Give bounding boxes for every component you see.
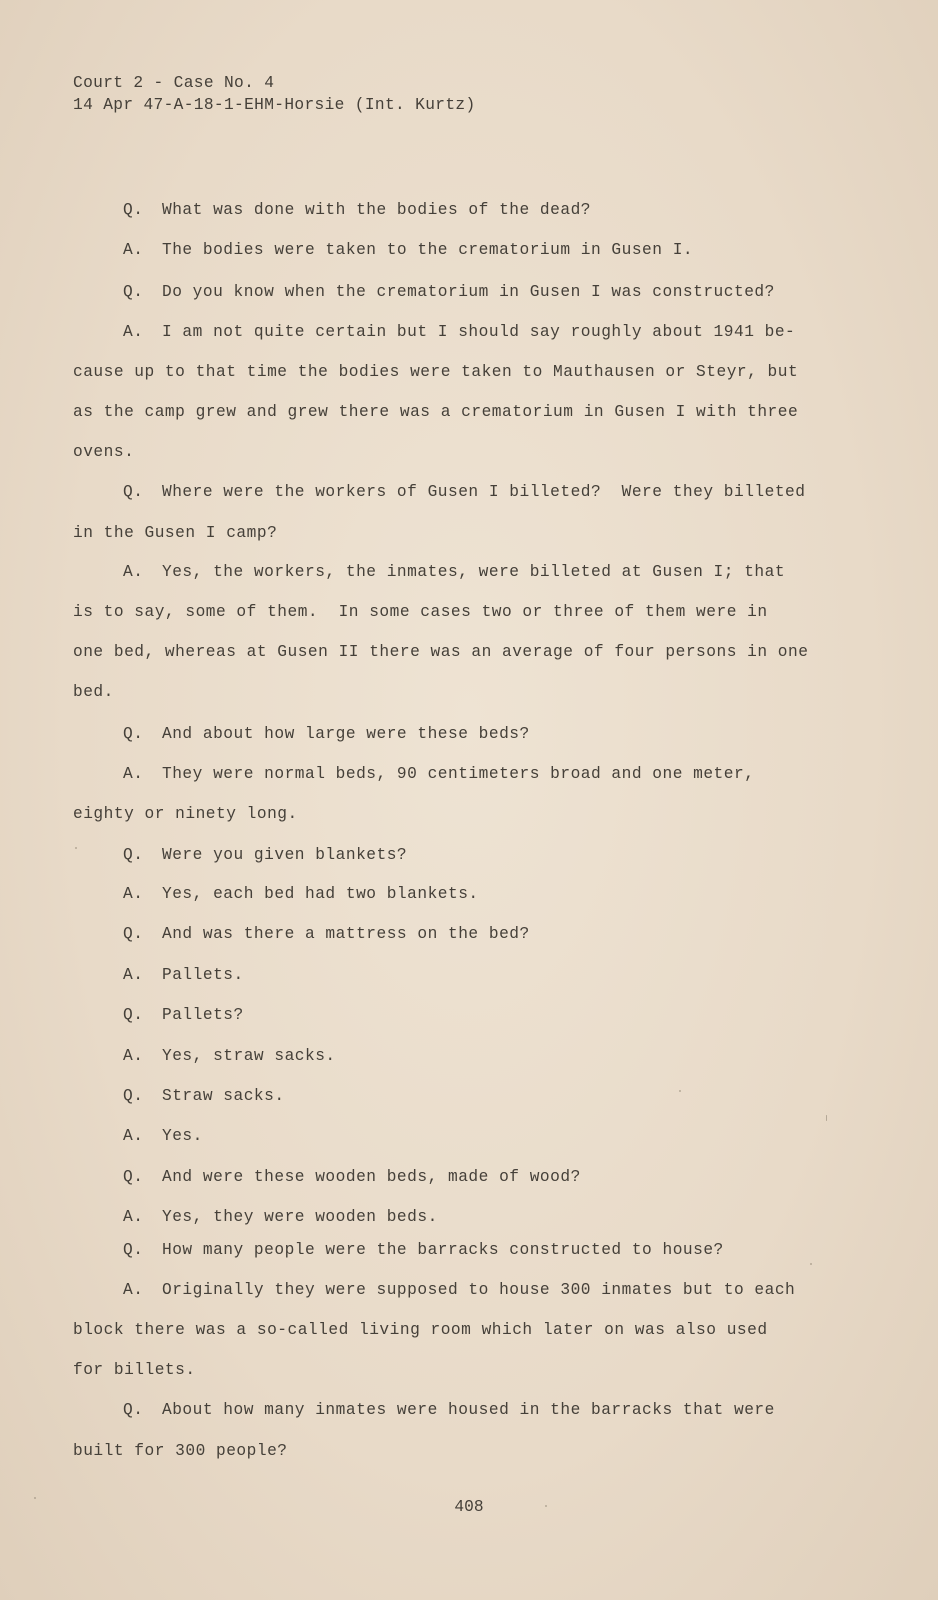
transcript-text: cause up to that time the bodies were taken to Mauthausen or Steyr, but (73, 363, 799, 381)
continuation-line (73, 1360, 196, 1380)
transcript-text: Pallets? (162, 1006, 244, 1024)
speaker-label: Q. (123, 1241, 144, 1259)
speaker-label: Q. (123, 1401, 144, 1419)
speaker-label: A. (123, 966, 144, 984)
transcript-text: is to say, some of them. In some cases two or three of them were in (73, 603, 768, 621)
speaker-label: A. (123, 765, 144, 783)
speaker-label: A. (123, 1047, 144, 1065)
transcript-text: one bed, whereas at Gusen II there was an average of four persons in one (73, 643, 809, 661)
speaker-label: Q. (123, 1006, 144, 1024)
speaker-label: A. (123, 1281, 144, 1299)
speaker-label: Q. (123, 1168, 144, 1186)
transcript-text: in the Gusen I camp? (73, 524, 278, 542)
answer-line (123, 1280, 795, 1300)
answer-line (123, 1046, 336, 1066)
continuation-line (73, 602, 768, 622)
transcript-text: eighty or ninety long. (73, 805, 298, 823)
question-line (123, 1400, 775, 1420)
speaker-label: Q. (123, 483, 144, 501)
transcript-text: ovens. (73, 443, 135, 461)
question-line (123, 282, 775, 302)
transcript-text: built for 300 people? (73, 1442, 288, 1460)
speaker-label: Q. (123, 1087, 144, 1105)
transcript-text: Yes, straw sacks. (162, 1047, 336, 1065)
transcript-text: Where were the workers of Gusen I billeted? Were they billeted (162, 483, 806, 501)
transcript-text: for billets. (73, 1361, 196, 1379)
transcript-text: How many people were the barracks constructed to house? (162, 1241, 724, 1259)
session-line: 14 Apr 47-A-18-1-EHM-Horsie (Int. Kurtz) (73, 96, 476, 114)
speaker-label: Q. (123, 201, 144, 219)
question-line (123, 1167, 581, 1187)
question-line (123, 1005, 244, 1025)
question-line (123, 1240, 724, 1260)
continuation-line (73, 1441, 288, 1461)
paper-speck (810, 1263, 812, 1265)
transcript-text: Yes, they were wooden beds. (162, 1208, 438, 1226)
speaker-label: A. (123, 563, 144, 581)
transcript-text: Straw sacks. (162, 1087, 285, 1105)
case-line: Court 2 - Case No. 4 (73, 74, 275, 92)
transcript-text: Yes. (162, 1127, 203, 1145)
transcript-text: The bodies were taken to the crematorium in Gusen I. (162, 241, 694, 259)
transcript-text: Yes, each bed had two blankets. (162, 885, 479, 903)
speaker-label: A. (123, 241, 144, 259)
transcript-text: Pallets. (162, 966, 244, 984)
paper-speck (34, 1497, 36, 1499)
transcript-text: And was there a mattress on the bed? (162, 925, 530, 943)
question-line (123, 924, 530, 944)
transcript-text: Were you given blankets? (162, 846, 408, 864)
transcript-text: They were normal beds, 90 centimeters broad and one meter, (162, 765, 755, 783)
paper-speck (545, 1505, 547, 1507)
speaker-label: Q. (123, 846, 144, 864)
page-number: 408 (454, 1498, 484, 1516)
transcript-text: I am not quite certain but I should say roughly about 1941 be- (162, 323, 796, 341)
transcript-text: And were these wooden beds, made of wood? (162, 1168, 581, 1186)
answer-line (123, 240, 693, 260)
speaker-label: A. (123, 1208, 144, 1226)
paper-speck (75, 847, 77, 849)
question-line (123, 200, 591, 220)
continuation-line (73, 402, 798, 422)
question-line (123, 1086, 285, 1106)
transcript-text: Originally they were supposed to house 300 inmates but to each (162, 1281, 796, 1299)
transcript-text: block there was a so-called living room which later on was also used (73, 1321, 768, 1339)
answer-line (123, 965, 244, 985)
answer-line (123, 884, 479, 904)
answer-line (123, 1126, 203, 1146)
answer-line (123, 1207, 438, 1227)
speaker-label: A. (123, 323, 144, 341)
document-header (73, 72, 476, 116)
speaker-label: A. (123, 885, 144, 903)
paper-speck (826, 1115, 827, 1121)
answer-line (123, 764, 754, 784)
answer-line (123, 562, 785, 582)
transcript-text: What was done with the bodies of the dead? (162, 201, 591, 219)
transcript-text: bed. (73, 683, 114, 701)
speaker-label: A. (123, 1127, 144, 1145)
continuation-line (73, 362, 798, 382)
continuation-line (73, 642, 808, 662)
question-line (123, 724, 530, 744)
speaker-label: Q. (123, 725, 144, 743)
continuation-line (73, 523, 277, 543)
question-line (123, 482, 806, 502)
paper-speck (679, 1090, 681, 1092)
transcript-text: Do you know when the crematorium in Gusen I was constructed? (162, 283, 775, 301)
continuation-line (73, 1320, 768, 1340)
continuation-line (73, 682, 114, 702)
continuation-line (73, 804, 298, 824)
answer-line (123, 322, 795, 342)
question-line (123, 845, 407, 865)
speaker-label: Q. (123, 283, 144, 301)
speaker-label: Q. (123, 925, 144, 943)
transcript-text: About how many inmates were housed in the barracks that were (162, 1401, 775, 1419)
continuation-line (73, 442, 134, 462)
transcript-text: Yes, the workers, the inmates, were billeted at Gusen I; that (162, 563, 786, 581)
transcript-text: as the camp grew and grew there was a crematorium in Gusen I with three (73, 403, 799, 421)
transcript-text: And about how large were these beds? (162, 725, 530, 743)
